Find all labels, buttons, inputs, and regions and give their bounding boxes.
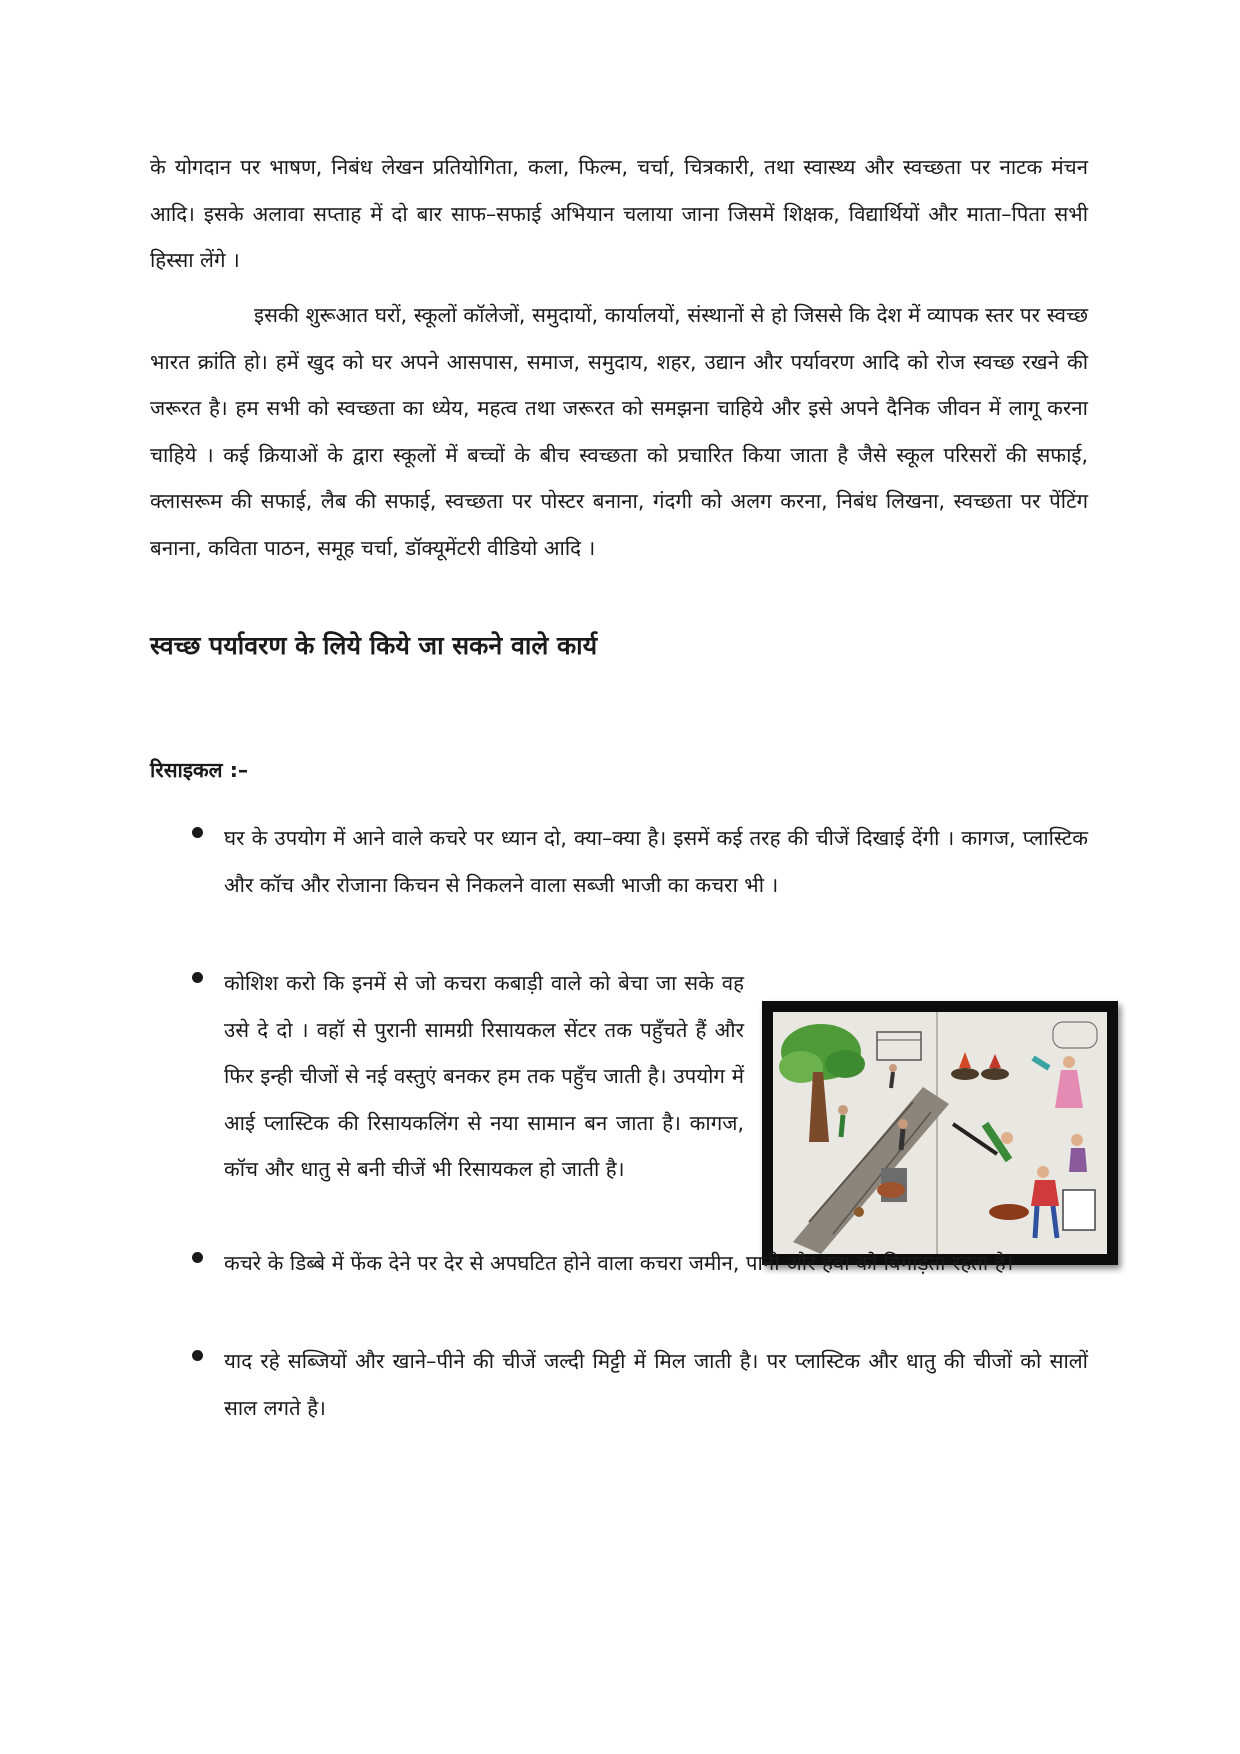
- recycling-drawing: [762, 1001, 1118, 1265]
- bullet-icon: [192, 1350, 203, 1361]
- list-item: [150, 815, 1088, 908]
- recycle-subheading: रिसाइकल :–: [150, 758, 249, 782]
- bullet-icon: [192, 1252, 203, 1263]
- list-item-text: कोशिश करो कि इनमें से जो कचरा कबाड़ी वाले को बेचा जा सके वह उसे दे दो । वहॉ से पुरानी सामग्री रिसायकल सेंटर तक पहुँचते हैं और फिर इन्ही चीजों से नई वस्तुएं बनकर हम तक पहुँच जाती है। उपयोग में आई प्लास्टिक की रिसायकलिंग से नया सामान बन जाता है। कागज, कॉच और धातु से बनी चीजें भी रिसायकल हो जाती है।: [224, 971, 744, 1181]
- paragraph-1: के योगदान पर भाषण, निबंध लेखन प्रतियोगिता, कला, फिल्म, चर्चा, चित्रकारी, तथा स्वास्थ्य और स्वच्छता पर नाटक मंचन आदि। इसके अलावा सप्ताह में दो बार साफ–सफाई अभियान चलाया जाना जिसमें शिक्षक, विद्यार्थियों और माता–पिता सभी हिस्सा लेंगे ।: [150, 155, 1088, 272]
- list-item-text: याद रहे सब्जियों और खाने–पीने की चीजें जल्दी मिट्टी में मिल जाती है। पर प्लास्टिक और धातु की चीजों को सालों साल लगते है।: [224, 1349, 1088, 1420]
- bullet-icon: [192, 972, 203, 983]
- section-heading: स्वच्छ पर्यावरण के लिये किये जा सकने वाले कार्य: [150, 631, 598, 660]
- drawing-illustration: [773, 1012, 1107, 1254]
- paragraph-2: इसकी शुरूआत घरों, स्कूलों कॉलेजों, समुदायों, कार्यालयों, संस्थानों से हो जिससे कि देश में व्यापक स्तर पर स्वच्छ भारत क्रांति हो। हमें खुद को घर अपने आसपास, समाज, समुदाय, शहर, उद्यान और पर्यावरण आदि को रोज स्वच्छ रखने की जरूरत है। हम सभी को स्वच्छता का ध्येय, महत्व तथा जरूरत को समझना चाहिये और इसे अपने दैनिक जीवन में लागू करना चाहिये । कई क्रियाओं के द्वारा स्कूलों में बच्चों के बीच स्वच्छता को प्रचारित किया जाता है जैसे स्कूल परिसरों की सफाई, क्लासरूम की सफाई, लैब की सफाई, स्वच्छता पर पोस्टर बनाना, गंदगी को अलग करना, निबंध लिखना, स्वच्छता पर पेंटिंग बनाना, कविता पाठन, समूह चर्चा, डॉक्यूमेंटरी वीडियो आदि ।: [150, 303, 1088, 560]
- bullet-icon: [192, 827, 203, 838]
- list-item: [150, 1338, 1088, 1431]
- list-item-text: कचरे के डिब्बे में फेंक देने पर देर से अपघटित होने वाला कचरा जमीन, पानी और हवा को बिगाड़ता रहता है।: [224, 1251, 1014, 1275]
- list-item-text: घर के उपयोग में आने वाले कचरे पर ध्यान दो, क्या–क्या है। इसमें कई तरह की चीजें दिखाई देंगी । कागज, प्लास्टिक और कॉच और रोजाना किचन से निकलने वाला सब्जी भाजी का कचरा भी ।: [224, 826, 1088, 897]
- list-item: [150, 1240, 1088, 1287]
